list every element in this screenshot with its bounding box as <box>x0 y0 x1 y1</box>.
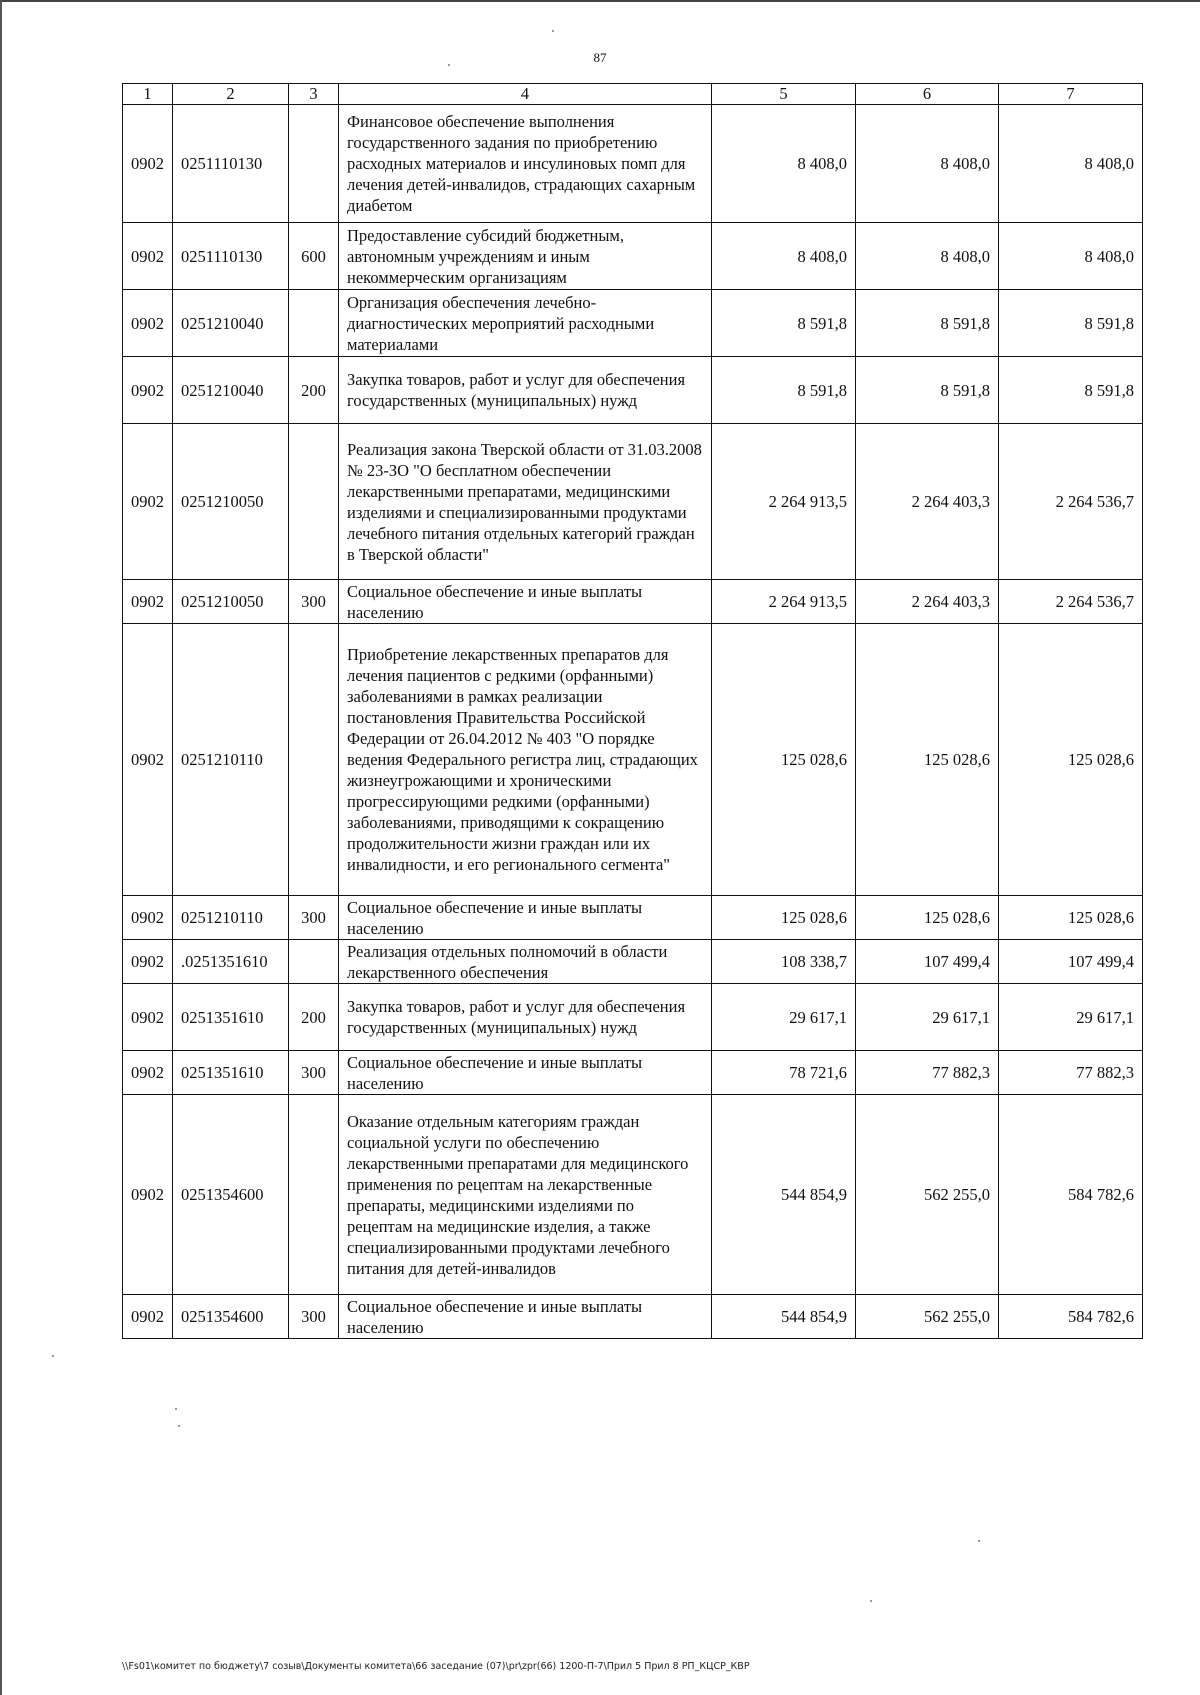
section-code: 0902 <box>123 1295 173 1339</box>
expense-type-code: 200 <box>289 357 339 424</box>
target-article-code: 0251110130 <box>173 105 289 223</box>
section-code: 0902 <box>123 290 173 357</box>
section-code: 0902 <box>123 105 173 223</box>
item-name: Финансовое обеспечение выполнения государственного задания по приобретению расходных материалов и инсулиновых помп для лечения детей-инвалидов, страдающих сахарным диабетом <box>339 105 712 223</box>
scan-speck <box>175 1408 177 1410</box>
amount-col6: 2 264 403,3 <box>856 424 999 580</box>
item-name: Реализация закона Тверской области от 31.03.2008 № 23-ЗО "О бесплатном обеспечении лекарственными препаратами, медицинскими изделиями и специализированными продуктами лечебного питания отдельных категорий граждан в Тверской области" <box>339 424 712 580</box>
expense-type-code <box>289 105 339 223</box>
scan-speck <box>552 30 554 32</box>
column-header-1: 1 <box>123 84 173 105</box>
target-article-code: 0251354600 <box>173 1095 289 1295</box>
budget-table <box>122 83 1143 1339</box>
item-name: Закупка товаров, работ и услуг для обеспечения государственных (муниципальных) нужд <box>339 357 712 424</box>
table-row <box>123 290 1143 357</box>
target-article-code: .0251351610 <box>173 940 289 984</box>
amount-col5: 108 338,7 <box>712 940 856 984</box>
item-name: Социальное обеспечение и иные выплаты населению <box>339 580 712 624</box>
target-article-code: 0251210050 <box>173 424 289 580</box>
table-row <box>123 1051 1143 1095</box>
amount-col7: 8 408,0 <box>999 223 1143 290</box>
amount-col7: 2 264 536,7 <box>999 424 1143 580</box>
column-header-5: 5 <box>712 84 856 105</box>
table-row <box>123 1095 1143 1295</box>
amount-col6: 8 408,0 <box>856 105 999 223</box>
item-name: Социальное обеспечение и иные выплаты населению <box>339 1295 712 1339</box>
table-row <box>123 580 1143 624</box>
amount-col5: 78 721,6 <box>712 1051 856 1095</box>
amount-col6: 562 255,0 <box>856 1295 999 1339</box>
amount-col5: 2 264 913,5 <box>712 580 856 624</box>
column-header-3: 3 <box>289 84 339 105</box>
amount-col7: 77 882,3 <box>999 1051 1143 1095</box>
item-name: Приобретение лекарственных препаратов для лечения пациентов с редкими (орфанными) заболеваниями в рамках реализации постановления Правительства Российской Федерации от 26.04.2012 № 403 "О порядке ведения Федерального регистра лиц, страдающих жизнеугрожающими и хроническими прогрессирующими редкими (орфанными) заболеваниями, приводящими к сокращению продолжительности жизни граждан или их инвалидности, и его регионального сегмента" <box>339 624 712 896</box>
expense-type-code: 300 <box>289 1051 339 1095</box>
amount-col5: 125 028,6 <box>712 896 856 940</box>
amount-col7: 584 782,6 <box>999 1295 1143 1339</box>
amount-col7: 8 591,8 <box>999 290 1143 357</box>
expense-type-code <box>289 940 339 984</box>
amount-col7: 8 408,0 <box>999 105 1143 223</box>
amount-col6: 8 408,0 <box>856 223 999 290</box>
amount-col5: 29 617,1 <box>712 984 856 1051</box>
expense-type-code: 300 <box>289 580 339 624</box>
scan-speck <box>52 1355 54 1357</box>
item-name: Социальное обеспечение и иные выплаты населению <box>339 1051 712 1095</box>
scan-edge-top <box>0 0 1200 2</box>
scan-speck <box>870 1600 872 1602</box>
section-code: 0902 <box>123 1095 173 1295</box>
amount-col6: 8 591,8 <box>856 290 999 357</box>
amount-col5: 2 264 913,5 <box>712 424 856 580</box>
expense-type-code <box>289 424 339 580</box>
amount-col7: 8 591,8 <box>999 357 1143 424</box>
item-name: Организация обеспечения лечебно-диагностических мероприятий расходными материалами <box>339 290 712 357</box>
expense-type-code <box>289 1095 339 1295</box>
table-header-row <box>123 84 1143 105</box>
footer-file-path: \\Fs01\комитет по бюджету\7 созыв\Документы комитета\66 заседание (07)\pr\zpr(66) 1200-П-7\Прил 5 Прил 8 РП_КЦСР_КВР <box>122 1661 750 1672</box>
column-header-7: 7 <box>999 84 1143 105</box>
expense-type-code: 600 <box>289 223 339 290</box>
table-row <box>123 896 1143 940</box>
amount-col5: 8 408,0 <box>712 105 856 223</box>
amount-col7: 107 499,4 <box>999 940 1143 984</box>
target-article-code: 0251110130 <box>173 223 289 290</box>
amount-col5: 8 591,8 <box>712 357 856 424</box>
amount-col5: 544 854,9 <box>712 1095 856 1295</box>
target-article-code: 0251354600 <box>173 1295 289 1339</box>
target-article-code: 0251351610 <box>173 1051 289 1095</box>
section-code: 0902 <box>123 223 173 290</box>
table-row <box>123 223 1143 290</box>
target-article-code: 0251351610 <box>173 984 289 1051</box>
item-name: Предоставление субсидий бюджетным, автономным учреждениям и иным некоммерческим организациям <box>339 223 712 290</box>
amount-col6: 2 264 403,3 <box>856 580 999 624</box>
expense-type-code: 200 <box>289 984 339 1051</box>
amount-col7: 125 028,6 <box>999 624 1143 896</box>
amount-col6: 29 617,1 <box>856 984 999 1051</box>
section-code: 0902 <box>123 940 173 984</box>
expense-type-code <box>289 290 339 357</box>
scan-speck <box>448 64 450 66</box>
target-article-code: 0251210110 <box>173 624 289 896</box>
column-header-4: 4 <box>339 84 712 105</box>
section-code: 0902 <box>123 580 173 624</box>
page-number: 87 <box>593 50 607 65</box>
table-row <box>123 424 1143 580</box>
expense-type-code: 300 <box>289 1295 339 1339</box>
target-article-code: 0251210110 <box>173 896 289 940</box>
column-header-2: 2 <box>173 84 289 105</box>
expense-type-code: 300 <box>289 896 339 940</box>
amount-col6: 8 591,8 <box>856 357 999 424</box>
amount-col7: 29 617,1 <box>999 984 1143 1051</box>
scan-edge-left <box>0 0 2 1695</box>
section-code: 0902 <box>123 424 173 580</box>
expense-type-code <box>289 624 339 896</box>
section-code: 0902 <box>123 357 173 424</box>
target-article-code: 0251210040 <box>173 357 289 424</box>
item-name: Реализация отдельных полномочий в области лекарственного обеспечения <box>339 940 712 984</box>
table-row <box>123 940 1143 984</box>
amount-col5: 8 591,8 <box>712 290 856 357</box>
target-article-code: 0251210040 <box>173 290 289 357</box>
item-name: Закупка товаров, работ и услуг для обеспечения государственных (муниципальных) нужд <box>339 984 712 1051</box>
amount-col5: 125 028,6 <box>712 624 856 896</box>
amount-col5: 544 854,9 <box>712 1295 856 1339</box>
table-row <box>123 624 1143 896</box>
scan-speck <box>978 1540 980 1542</box>
amount-col7: 584 782,6 <box>999 1095 1143 1295</box>
section-code: 0902 <box>123 984 173 1051</box>
scan-speck <box>178 1425 180 1427</box>
amount-col6: 125 028,6 <box>856 896 999 940</box>
table-row <box>123 105 1143 223</box>
item-name: Оказание отдельным категориям граждан социальной услуги по обеспечению лекарственными препаратами для медицинского применения по рецептам на лекарственные препараты, медицинскими изделиями по рецептам на медицинские изделия, а также специализированными продуктами лечебного питания для детей-инвалидов <box>339 1095 712 1295</box>
amount-col7: 2 264 536,7 <box>999 580 1143 624</box>
amount-col6: 77 882,3 <box>856 1051 999 1095</box>
amount-col6: 107 499,4 <box>856 940 999 984</box>
amount-col6: 562 255,0 <box>856 1095 999 1295</box>
item-name: Социальное обеспечение и иные выплаты населению <box>339 896 712 940</box>
amount-col7: 125 028,6 <box>999 896 1143 940</box>
section-code: 0902 <box>123 1051 173 1095</box>
section-code: 0902 <box>123 624 173 896</box>
table-row <box>123 984 1143 1051</box>
target-article-code: 0251210050 <box>173 580 289 624</box>
table-row <box>123 1295 1143 1339</box>
amount-col5: 8 408,0 <box>712 223 856 290</box>
column-header-6: 6 <box>856 84 999 105</box>
section-code: 0902 <box>123 896 173 940</box>
amount-col6: 125 028,6 <box>856 624 999 896</box>
table-row <box>123 357 1143 424</box>
